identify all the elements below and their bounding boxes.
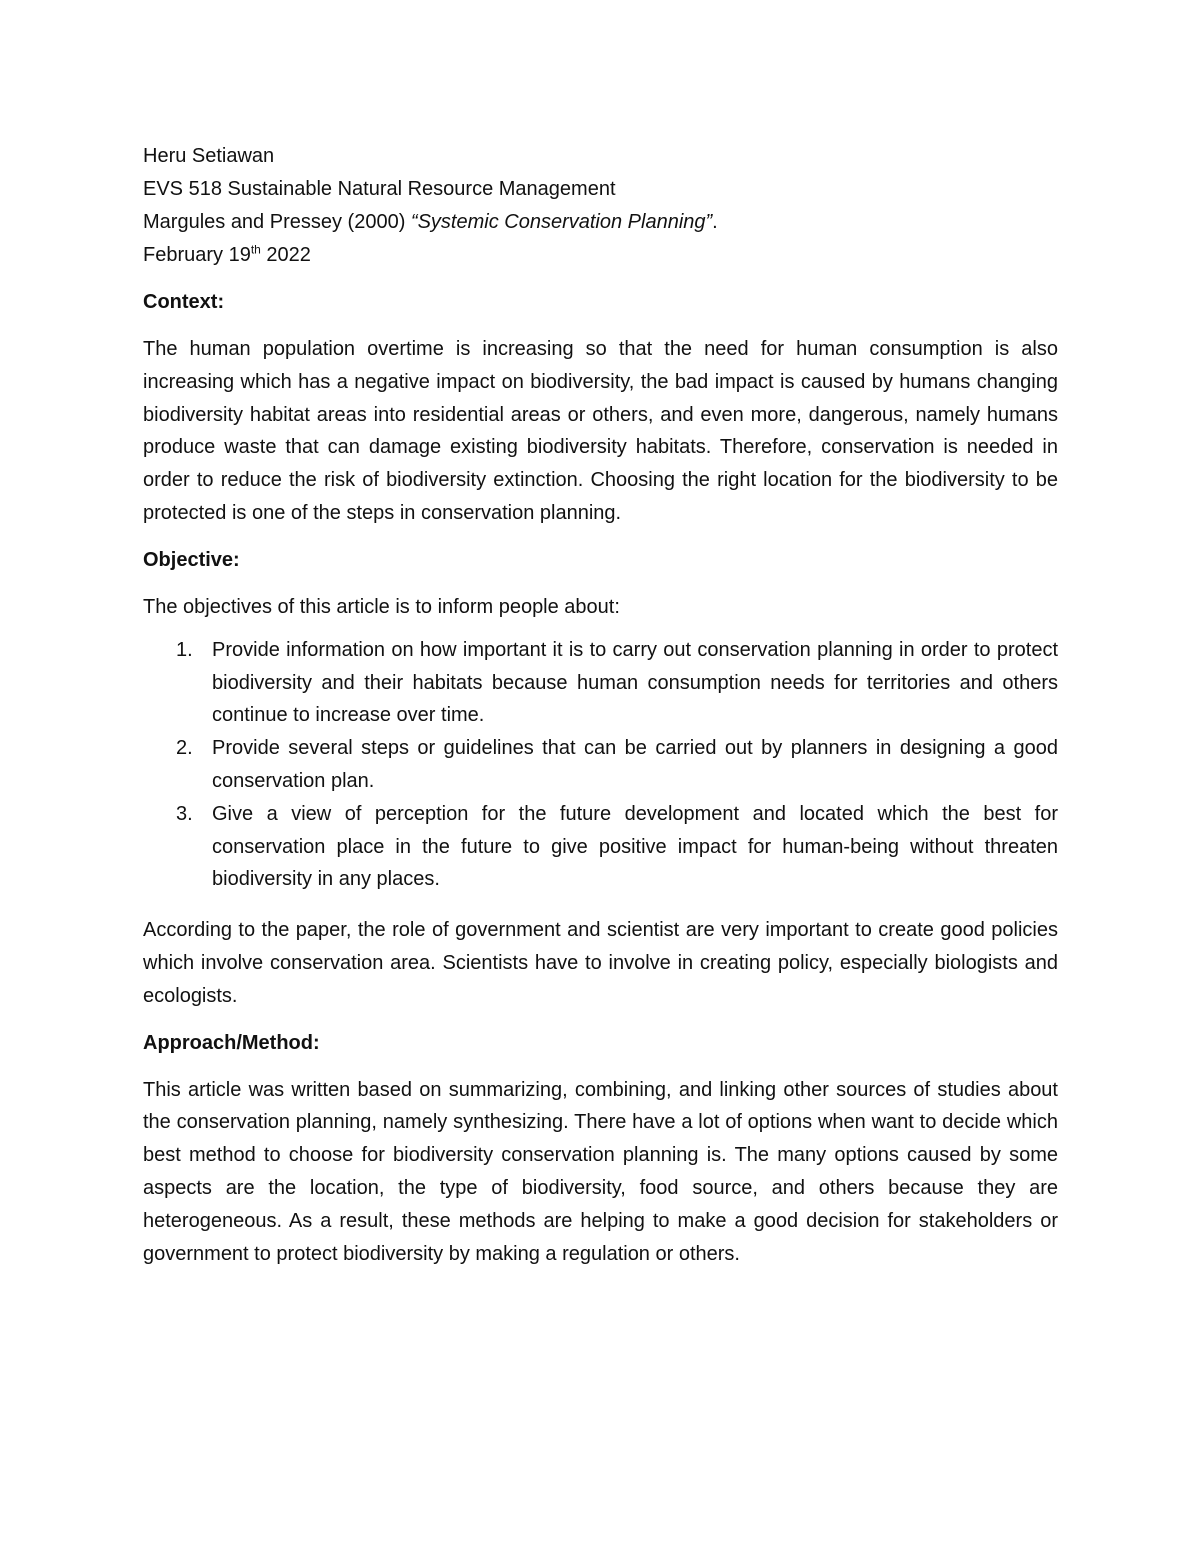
list-item-text: Provide information on how important it is to carry out conservation planning in order to protect biodiversity and their habitats because human consumption needs for territories and others continue to increase over time. [212, 638, 1058, 727]
document-page [143, 140, 1058, 1270]
citation-authors: Margules and Pressey (2000) [143, 211, 411, 233]
list-item-number: 2. [176, 737, 193, 760]
list-item-number: 3. [176, 802, 193, 825]
list-item [143, 732, 1058, 798]
method-heading: Approach/Method: [143, 1031, 320, 1054]
course-title: EVS 518 Sustainable Natural Resource Management [143, 178, 616, 200]
objective-heading: Objective: [143, 548, 240, 571]
list-item-number: 1. [176, 638, 193, 661]
list-item-text: Give a view of perception for the future development and located which the best for conservation place in the future to give positive impact for human-being without threaten biodiversity in any places. [212, 802, 1058, 891]
objective-closing-paragraph: According to the paper, the role of government and scientist are very important to create good policies which involve conservation area. Scientists have to involve in creating policy, especially biologists and ecologists. [143, 919, 1058, 1007]
objectives-list [143, 634, 1058, 896]
objective-intro: The objectives of this article is to inform people about: [143, 595, 620, 618]
list-item [143, 634, 1058, 732]
date-year: 2022 [260, 244, 311, 266]
method-paragraph: This article was written based on summarizing, combining, and linking other sources of studies about the conservation planning, namely synthesizing. There have a lot of options when want to decide which best method to choose for biodiversity conservation planning is. The many options caused by some aspects are the location, the type of biodiversity, food source, and others because they are heterogeneous. As a result, these methods are helping to make a good decision for stakeholders or government to protect biodiversity by making a regulation or others. [143, 1078, 1058, 1265]
author-name: Heru Setiawan [143, 145, 275, 167]
citation-line [143, 206, 1058, 239]
list-item-text: Provide several steps or guidelines that can be carried out by planners in designing a good conservation plan. [212, 737, 1058, 792]
citation-title: “Systemic Conservation Planning” [410, 211, 713, 233]
citation-period: . [712, 211, 718, 233]
context-paragraph: The human population overtime is increasing so that the need for human consumption is also increasing which has a negative impact on biodiversity, the bad impact is caused by humans changing biodiversity habitat areas into residential areas or others, and even more, dangerous, namely humans produce waste that can damage existing biodiversity habitats. Therefore, conservation is needed in order to reduce the risk of biodiversity extinction. Choosing the right location for the biodiversity to be protected is one of the steps in conservation planning. [143, 338, 1058, 524]
context-heading: Context: [143, 291, 225, 313]
date-month-day: February 19 [143, 244, 251, 266]
list-item [143, 798, 1058, 896]
document-date [143, 239, 1058, 272]
date-ordinal: th [250, 242, 261, 257]
